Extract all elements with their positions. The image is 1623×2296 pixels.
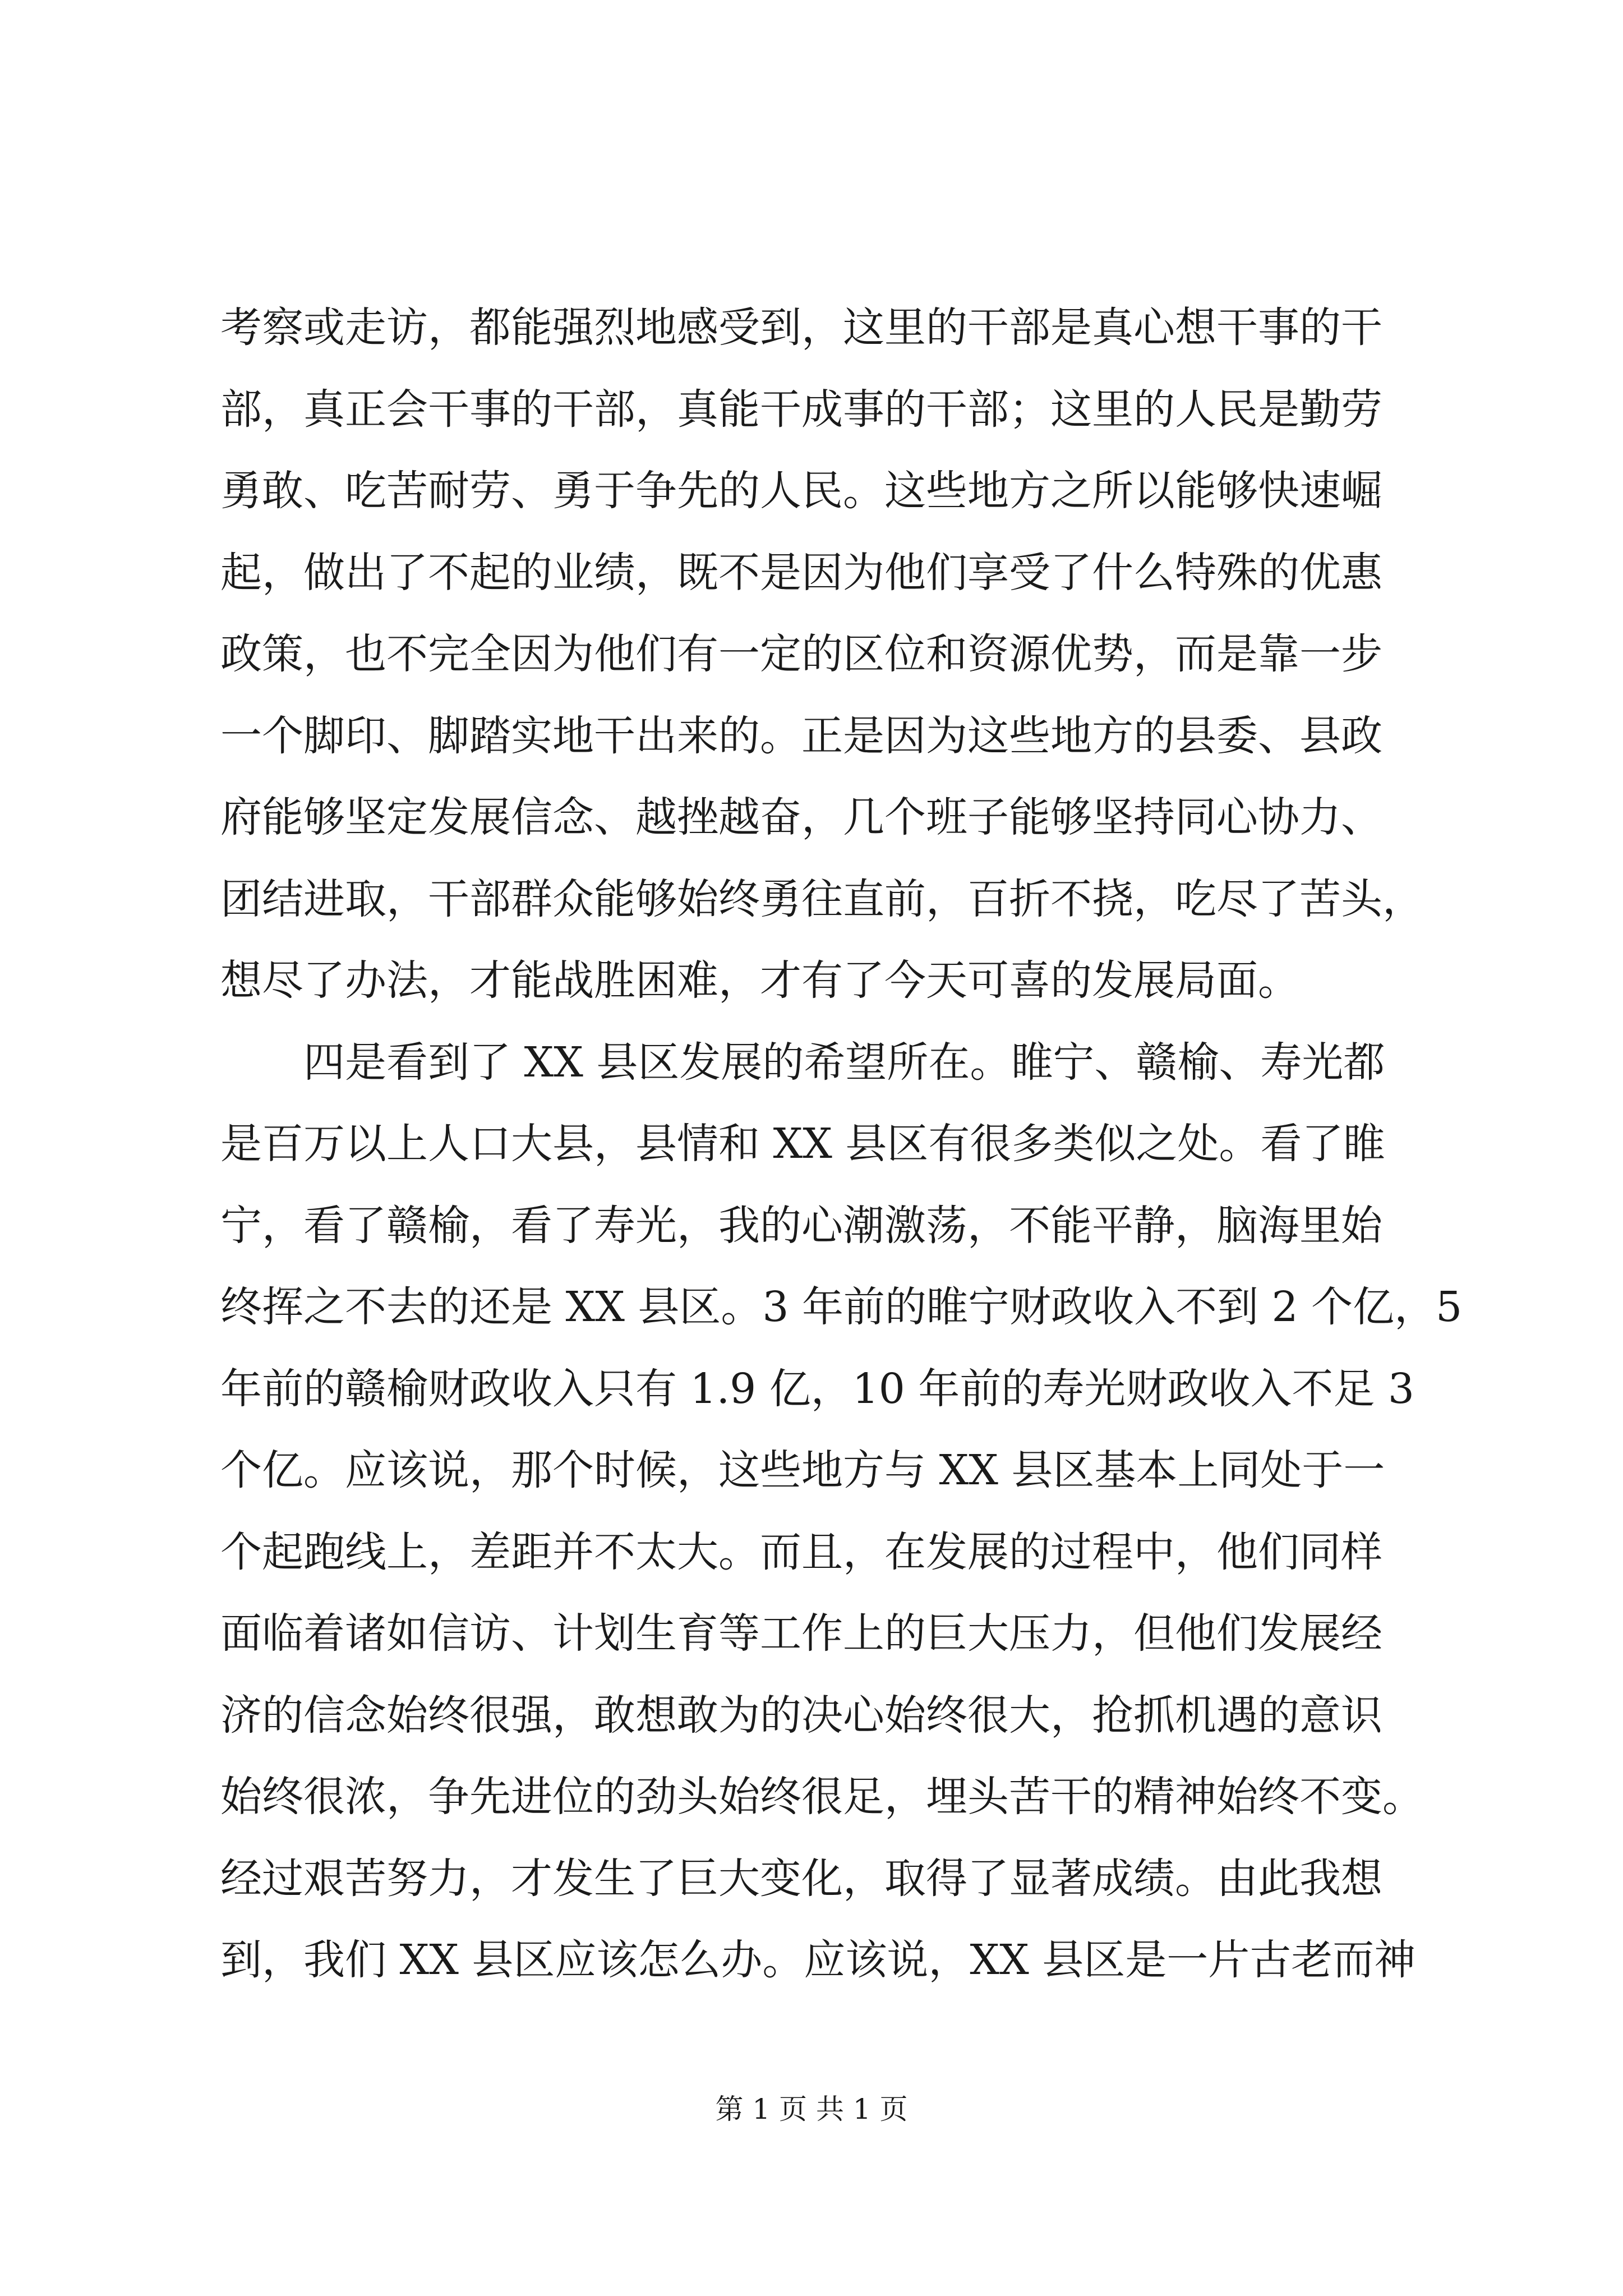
text-line-4: 起，做出了不起的业绩，既不是因为他们享受了什么特殊的优惠 xyxy=(220,548,1382,597)
text-line-6: 一个脚印、脚踏实地干出来的。正是因为这些地方的县委、县政 xyxy=(220,711,1382,760)
text-line-21: 到，我们 XX 县区应该怎么办。应该说，XX 县区是一片古老而神 xyxy=(220,1936,1416,1984)
paragraph-start-line: 四是看到了 XX 县区发展的希望所在。睢宁、赣榆、寿光都 xyxy=(303,1038,1385,1087)
text-line-14: 年前的赣榆财政收入只有 1.9 亿，10 年前的寿光财政收入不足 3 xyxy=(220,1364,1415,1413)
text-line-19: 始终很浓，争先进位的劲头始终很足，埋头苦干的精神始终不变。 xyxy=(220,1773,1424,1821)
text-line-3: 勇敢、吃苦耐劳、勇于争先的人民。这些地方之所以能够快速崛 xyxy=(220,467,1382,515)
page-footer: 第 1 页 共 1 页 xyxy=(715,2093,908,2125)
text-line-18: 济的信念始终很强，敢想敢为的决心始终很大，抢抓机遇的意识 xyxy=(220,1691,1382,1740)
text-line-1: 考察或走访，都能强烈地感受到，这里的干部是真心想干事的干 xyxy=(220,303,1382,352)
text-line-12: 宁，看了赣榆，看了寿光，我的心潮激荡，不能平静，脑海里始 xyxy=(220,1201,1382,1250)
text-line-8: 团结进取，干部群众能够始终勇往直前，百折不挠，吃尽了苦头， xyxy=(220,875,1424,923)
text-line-7: 府能够坚定发展信念、越挫越奋，几个班子能够坚持同心协力、 xyxy=(220,793,1382,841)
text-line-15: 个亿。应该说，那个时候，这些地方与 XX 县区基本上同处于一 xyxy=(220,1446,1385,1494)
text-line-13: 终挥之不去的还是 XX 县区。3 年前的睢宁财政收入不到 2 个亿，5 xyxy=(220,1283,1463,1331)
text-line-9: 想尽了办法，才能战胜困难，才有了今天可喜的发展局面。 xyxy=(220,956,1299,1005)
text-line-2: 部，真正会干事的干部，真能干成事的干部；这里的人民是勤劳 xyxy=(220,385,1382,434)
body-text xyxy=(220,287,1463,2001)
text-line-17: 面临着诸如信访、计划生育等工作上的巨大压力，但他们发展经 xyxy=(220,1609,1382,1658)
text-line-5: 政策，也不完全因为他们有一定的区位和资源优势，而是靠一步 xyxy=(220,630,1382,678)
text-line-20: 经过艰苦努力，才发生了巨大变化，取得了显著成绩。由此我想 xyxy=(220,1854,1382,1903)
text-line-11: 是百万以上人口大县，县情和 XX 县区有很多类似之处。看了睢 xyxy=(220,1120,1385,1168)
text-line-16: 个起跑线上，差距并不太大。而且，在发展的过程中，他们同样 xyxy=(220,1527,1382,1576)
